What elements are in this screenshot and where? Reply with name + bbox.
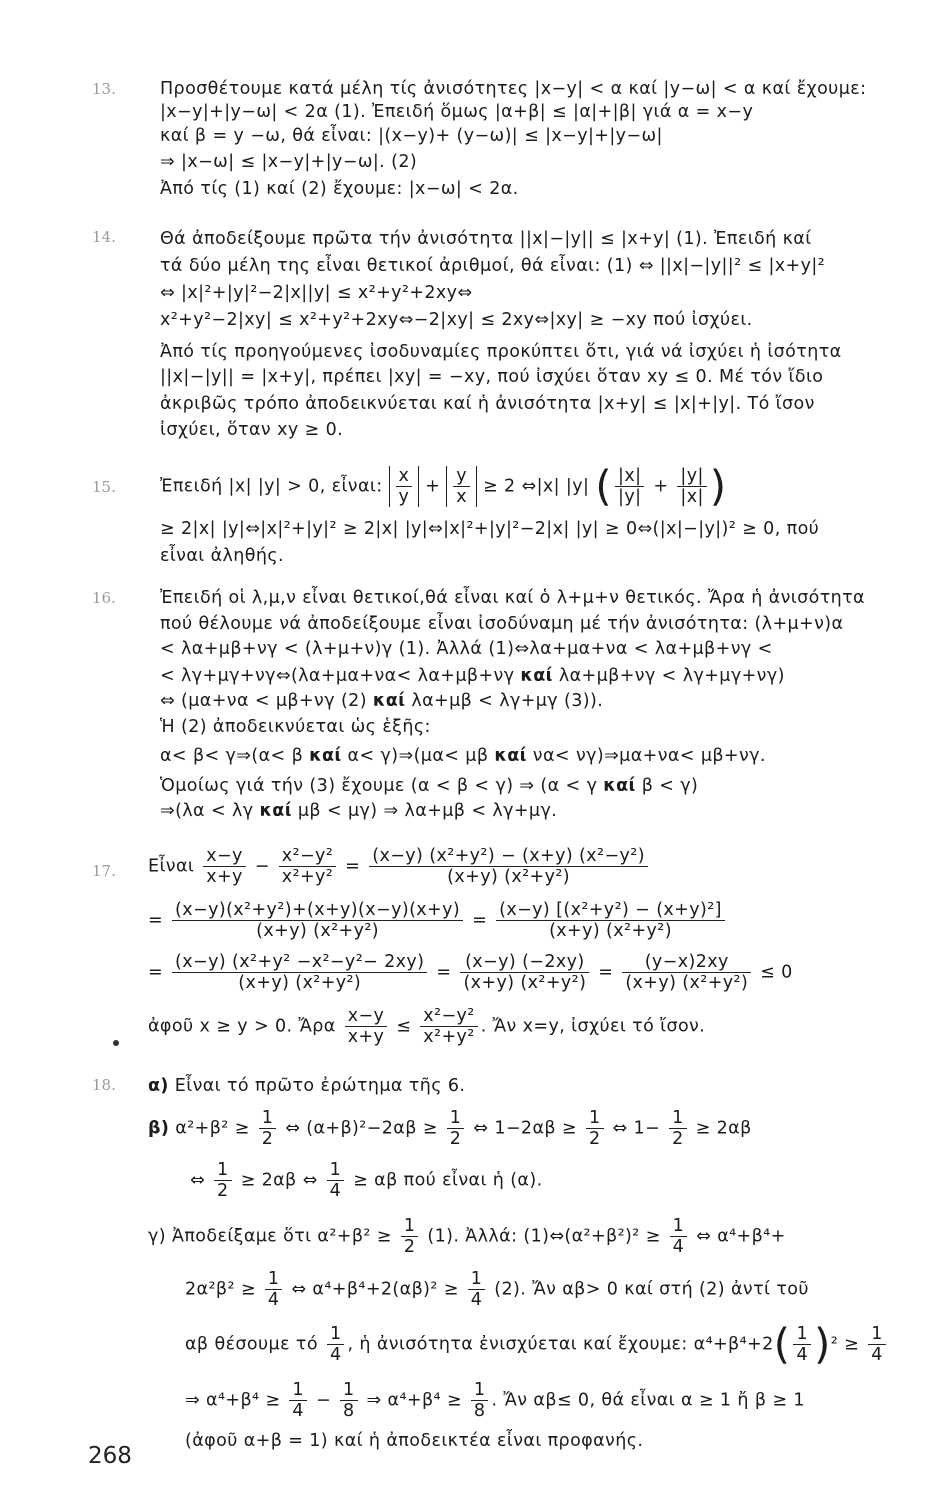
item-label: γ) [148, 1226, 166, 1247]
math-line [190, 1160, 543, 1201]
denominator: (x+y) (x²+y²) [238, 973, 362, 993]
text: να< νγ)⇒μα+να< μβ+νγ. [526, 746, 766, 766]
numerator: 1 [289, 1380, 307, 1401]
numerator: (y−x)2xy [622, 952, 751, 973]
text: ⇔ 1−2αβ ≥ [473, 1118, 577, 1139]
numerator: (x−y) [(x²+y²) − (x+y)²] [496, 900, 725, 921]
numerator: x [396, 466, 413, 487]
text: 2α²β² ≥ [185, 1279, 256, 1300]
text: . Ἄν x=y, ἰσχύει τό ἴσον. [480, 1016, 706, 1037]
text-line: < λα+μβ+νγ < (λ+μ+ν)γ (1). Ἀλλά (1)⇔λα+μα+να < λα+μβ+νγ < [160, 639, 773, 659]
operator: + [425, 476, 441, 497]
problem-number-14: 14. [92, 228, 116, 246]
operator: = [148, 910, 164, 931]
numerator: 1 [340, 1380, 358, 1401]
operator: ≤ 0 [760, 962, 793, 983]
denominator: 2 [261, 1129, 274, 1149]
numerator: (x−y)(x²+y²)+(x+y)(x−y)(x+y) [172, 900, 463, 921]
operator: − [315, 1390, 332, 1411]
denominator: 4 [672, 1237, 685, 1257]
denominator: 4 [871, 1345, 883, 1365]
text-line: καί β = y −ω, θά εἶναι: |(x−y)+ (y−ω)| ≤ |x−y|+|y−ω| [160, 126, 663, 146]
math-line [148, 1108, 752, 1149]
page-number: 268 [88, 1443, 132, 1469]
denominator: x [456, 487, 468, 507]
text-line: Θά ἀποδείξουμε πρῶτα τήν ἀνισότητα ||x|−|y|| ≤ |x+y| (1). Ἐπειδή καί [160, 229, 812, 249]
item-label: β) [148, 1118, 170, 1139]
operator: = [436, 962, 452, 983]
numerator: (x−y) (x²+y² −x²−y²− 2xy) [172, 952, 427, 973]
problem-number-16: 16. [92, 589, 116, 607]
numerator: 1 [669, 1108, 687, 1129]
text: μβ < μγ) ⇒ λα+μβ < λγ+μγ. [291, 801, 558, 821]
operator: = [345, 856, 361, 877]
denominator: 2 [672, 1129, 684, 1149]
text: ⇔ α⁴+β⁴+2(αβ)² ≥ [291, 1279, 459, 1300]
text-line: ἀκριβῶς τρόπο ἀποδεικνύεται καί ἡ ἀνισότητα |x+y| ≤ |x|+|y|. Τό ἴσον [160, 394, 815, 414]
text-line: Ἐπειδή οἱ λ,μ,ν εἶναι θετικοί,θά εἶναι καί ὁ λ+μ+ν θετικός. Ἄρα ἡ ἀνισότητα [160, 588, 865, 608]
denominator: (x+y) (x²+y²) [447, 867, 570, 887]
denominator: 4 [470, 1290, 483, 1310]
numerator: 1 [214, 1160, 232, 1181]
denominator: (x+y) (x²+y²) [549, 921, 672, 941]
math-line: Ἐπειδή |x| |y| > 0, εἶναι: $\frac{x}{y}$ + $\frac{y}{x}$ ≥ 2 ⇔|x| |y| ( $\frac{|x|}{|y|}$ + $\frac{|y|}{|x|}$ ) [160, 461, 727, 511]
text: ≥ αβ πού εἶναι ἡ (α). [353, 1170, 543, 1191]
text-line [148, 1075, 465, 1097]
text-line: Ἡ (2) ἀποδεικνύεται ὡς ἑξῆς: [160, 717, 431, 737]
denominator: 2 [403, 1237, 416, 1257]
kai-bold: καί [309, 746, 342, 766]
problem-number-13: 13. [92, 80, 116, 98]
text-line: x²+y²−2|xy| ≤ x²+y²+2xy⇔−2|xy| ≤ 2xy⇔|xy| ≥ −xy πού ἰσχύει. [160, 310, 753, 330]
problem-number-18: 18. [92, 1076, 116, 1094]
text-line [160, 800, 557, 822]
math-line [148, 952, 793, 993]
text: ≥ 2αβ [695, 1118, 752, 1139]
denominator: 8 [342, 1401, 355, 1421]
text: ² ≥ [830, 1334, 860, 1355]
numerator: |x| [615, 466, 644, 487]
text: ⇔ (α+β)²−2αβ ≥ [285, 1118, 438, 1139]
text: Εἶναι τό πρῶτο ἐρώτημα τῆς 6. [174, 1076, 466, 1096]
text: Ἐπειδή |x| |y| > 0, εἶναι: [160, 476, 383, 497]
denominator: x+y [347, 1027, 385, 1047]
operator: = [598, 962, 614, 983]
kai-bold: καί [603, 776, 636, 796]
text: (1). Ἀλλά: (1)⇔(α²+β²)² ≥ [427, 1226, 661, 1247]
text-line: εἶναι ἀληθής. [160, 546, 284, 566]
numerator: 1 [468, 1269, 486, 1290]
text: , ἡ ἀνισότητα ἐνισχύεται καί ἔχουμε: α⁴+β⁴+2 [347, 1334, 774, 1355]
text-line: πού θέλουμε νά ἀποδείξουμε εἶναι ἰσοδύναμη μέ τήν ἀνισότητα: (λ+μ+ν)α [160, 614, 844, 634]
denominator: (x+y) (x²+y²) [463, 973, 587, 993]
math-line [148, 846, 651, 887]
kai-bold: καί [372, 691, 406, 711]
denominator: 4 [329, 1181, 342, 1201]
text: ⇔ 1− [612, 1118, 661, 1139]
text: . Ἄν αβ≤ 0, θά εἶναι α ≥ 1 ἤ β ≥ 1 [491, 1390, 805, 1411]
text: Εἶναι [148, 856, 195, 877]
numerator: x²−y² [279, 846, 336, 867]
text-line [160, 775, 698, 797]
numerator: 1 [471, 1380, 489, 1401]
numerator: 1 [401, 1216, 419, 1237]
text: Ὁμοίως γιά τήν (3) ἔχουμε (α < β < γ) ⇒ (α < γ [160, 776, 604, 796]
text-line: ||x|−|y|| = |x+y|, πρέπει |xy| = −xy, πού ἰσχύει ὅταν xy ≤ 0. Μέ τόν ἴδιο [160, 367, 824, 387]
text: ⇒ α⁴+β⁴ ≥ [185, 1390, 281, 1411]
text: ἀφοῦ x ≥ y > 0. Ἄρα [148, 1016, 336, 1037]
numerator: x−y [345, 1006, 388, 1027]
text: ⇔ (μα+να < μβ+νγ (2) [160, 691, 373, 711]
text-line: τά δύο μέλη της εἶναι θετικοί ἀριθμοί, θά εἶναι: (1) ⇔ ||x|−|y||² ≤ |x+y|² [160, 256, 826, 276]
operator: − [254, 856, 270, 877]
text: β < γ) [635, 776, 699, 796]
math-line [148, 900, 728, 941]
text-line: ἰσχύει, ὅταν xy ≥ 0. [160, 420, 344, 440]
numerator: 1 [259, 1108, 277, 1129]
text: α< β< γ⇒(α< β [160, 746, 310, 766]
text: ⇒(λα < λγ [160, 801, 260, 821]
text: (2). Ἄν αβ> 0 καί στή (2) ἀντί τοῦ [494, 1279, 809, 1300]
text-line [160, 690, 603, 712]
text-line: |x−y|+|y−ω| < 2α (1). Ἐπειδή ὅμως |α+β| ≤ |α|+|β| γιά α = x−y [160, 102, 754, 122]
denominator: 8 [473, 1401, 486, 1421]
text: ≥ 2 ⇔|x| |y| [483, 476, 590, 497]
math-line [185, 1269, 809, 1310]
text: ⇔ [190, 1170, 206, 1191]
numerator: y [453, 466, 470, 487]
numerator: |y| [677, 466, 706, 487]
text: < λγ+μγ+νγ⇔(λα+μα+να< λα+μβ+νγ [160, 666, 521, 686]
text-line: ≥ 2|x| |y|⇔|x|²+|y|² ≥ 2|x| |y|⇔|x|²+|y|²−2|x| |y| ≥ 0⇔(|x|−|y|)² ≥ 0, πού [160, 519, 820, 539]
text-line: Ἀπό τίς (1) καί (2) ἔχουμε: |x−ω| < 2α. [160, 179, 519, 199]
numerator: 1 [670, 1216, 688, 1237]
numerator: 1 [586, 1108, 604, 1129]
text-line: Προσθέτουμε κατά μέλη τίς ἀνισότητες |x−y| < α καί |y−ω| < α καί ἔχουμε: [160, 79, 867, 99]
text: Ἀποδείξαμε ὅτι α²+β² ≥ [171, 1226, 392, 1247]
denominator: x+y [206, 867, 243, 887]
text: ⇔ α⁴+β⁴+ [696, 1226, 786, 1247]
numerator: 1 [327, 1160, 345, 1181]
denominator: 4 [267, 1290, 280, 1310]
denominator: |y| [618, 487, 642, 507]
text: α²+β² ≥ [175, 1118, 250, 1139]
operator: = [148, 962, 164, 983]
text: ≥ 2αβ ⇔ [240, 1170, 318, 1191]
bullet-mark [113, 1040, 119, 1046]
denominator: 4 [292, 1401, 304, 1421]
text-line: ⇔ |x|²+|y|²−2|x||y| ≤ x²+y²+2xy⇔ [160, 283, 473, 303]
denominator: (x+y) (x²+y²) [625, 973, 749, 993]
numerator: (x−y) (−2xy) [460, 952, 589, 973]
numerator: x−y [203, 846, 246, 867]
kai-bold: καί [520, 666, 553, 686]
text-line: (ἀφοῦ α+β = 1) καί ἡ ἀποδεικτέα εἶναι προφανής. [185, 1431, 644, 1451]
denominator: (x+y) (x²+y²) [256, 921, 379, 941]
numerator: x²−y² [420, 1006, 477, 1027]
denominator: |x| [680, 487, 704, 507]
numerator: (x−y) (x²+y²) − (x+y) (x²−y²) [369, 846, 648, 867]
numerator: 1 [447, 1108, 465, 1129]
math-line [148, 1216, 786, 1257]
denominator: 2 [588, 1129, 601, 1149]
text: λα+μβ < λγ+μγ (3)). [405, 691, 604, 711]
kai-bold: καί [259, 801, 292, 821]
denominator: 4 [796, 1345, 808, 1365]
math-line: αβ θέσουμε τό $\frac{1}{4}$ , ἡ ἀνισότητα ἐνισχύεται καί ἔχουμε: α⁴+β⁴+2( $\frac{1}{4}$ )² ≥ $\frac{1}{4}$ [185, 1324, 889, 1365]
kai-bold: καί [494, 746, 527, 766]
text-line [160, 745, 766, 767]
math-line [185, 1380, 805, 1421]
text-line [160, 665, 785, 687]
text: α< γ)⇒(μα< μβ [341, 746, 495, 766]
denominator: x²+y² [423, 1027, 475, 1047]
numerator: 1 [793, 1324, 811, 1345]
problem-number-15: 15. [92, 478, 116, 496]
operator: ≤ [396, 1016, 412, 1037]
text: ⇒ α⁴+β⁴ ≥ [366, 1390, 462, 1411]
numerator: 1 [327, 1324, 345, 1345]
denominator: y [398, 487, 410, 507]
text: αβ θέσουμε τό [185, 1334, 318, 1355]
math-line [148, 1006, 705, 1047]
text-line: ⇒ |x−ω| ≤ |x−y|+|y−ω|. (2) [160, 152, 418, 172]
numerator: 1 [265, 1269, 283, 1290]
problem-number-17: 17. [92, 862, 116, 880]
denominator: 2 [217, 1181, 229, 1201]
denominator: x²+y² [281, 867, 334, 887]
numerator: 1 [868, 1324, 886, 1345]
text-line: Ἀπό τίς προηγούμενες ἰσοδυναμίες προκύπτει ὅτι, γιά νά ἰσχύει ἡ ἰσότητα [160, 342, 842, 362]
operator: = [472, 910, 488, 931]
item-label: α) [148, 1076, 169, 1096]
text: λα+μβ+νγ < λγ+μγ+νγ) [552, 666, 785, 686]
denominator: 4 [329, 1345, 342, 1365]
denominator: 2 [449, 1129, 462, 1149]
